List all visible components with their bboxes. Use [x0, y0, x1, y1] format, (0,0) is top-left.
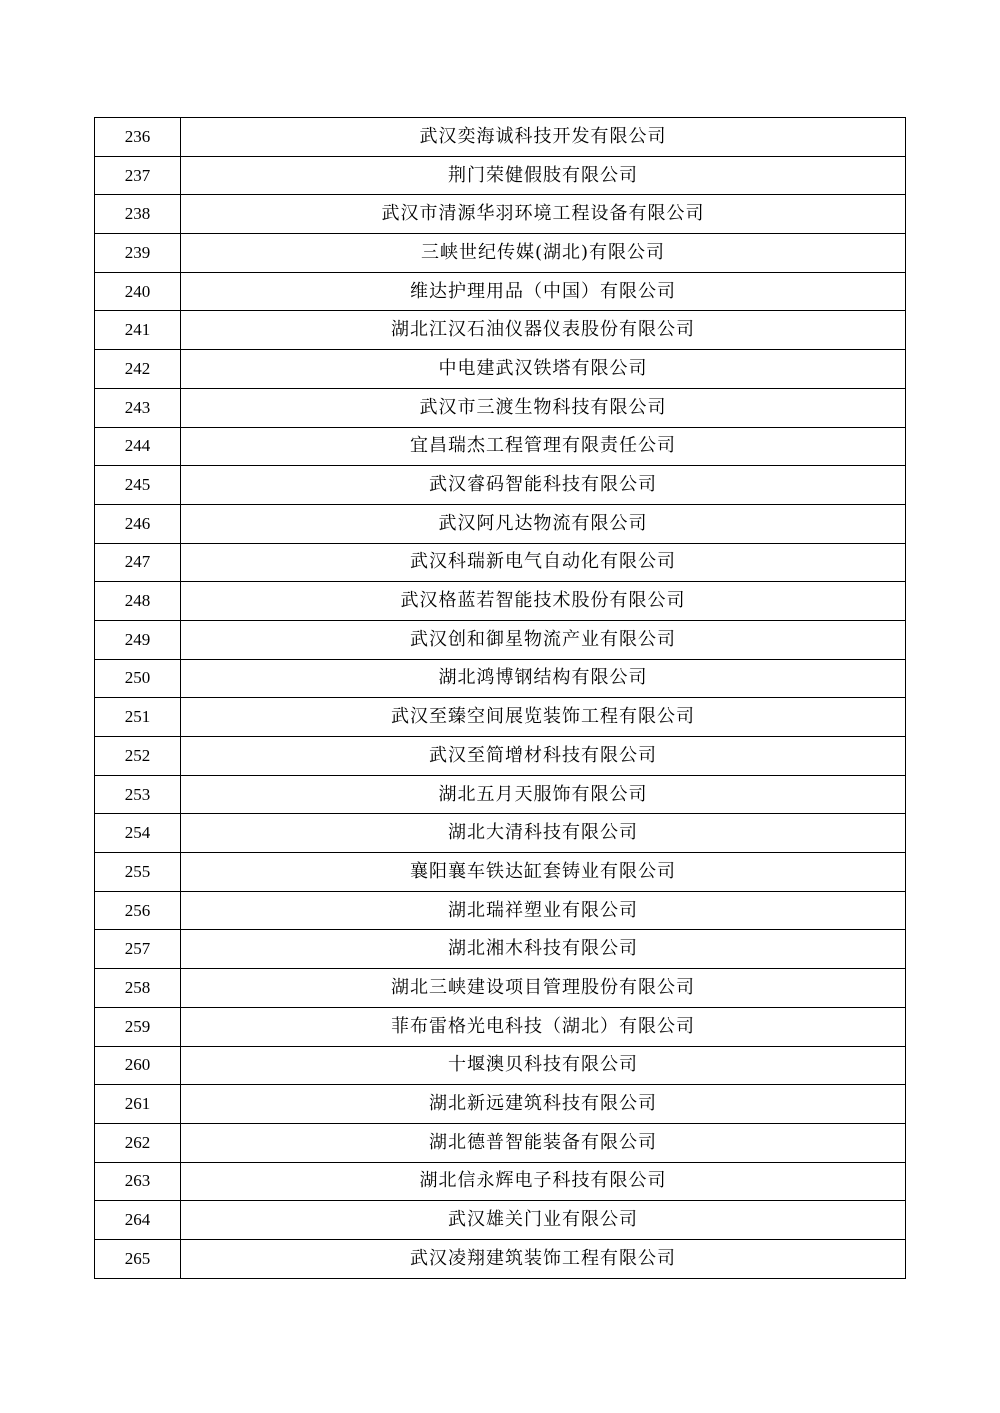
- table-row: [95, 195, 906, 234]
- company-name: 湖北三峡建设项目管理股份有限公司: [181, 969, 906, 1008]
- row-number: 246: [95, 504, 181, 543]
- row-number: 262: [95, 1123, 181, 1162]
- row-number: 240: [95, 272, 181, 311]
- row-number: 258: [95, 969, 181, 1008]
- table-row: [95, 1162, 906, 1201]
- company-name: 武汉睿码智能科技有限公司: [181, 466, 906, 505]
- table-row: [95, 388, 906, 427]
- row-number: 241: [95, 311, 181, 350]
- company-list-body: [95, 118, 906, 1279]
- company-name: 湖北信永辉电子科技有限公司: [181, 1162, 906, 1201]
- company-name: 中电建武汉铁塔有限公司: [181, 350, 906, 389]
- company-name: 武汉雄关门业有限公司: [181, 1201, 906, 1240]
- row-number: 245: [95, 466, 181, 505]
- table-row: [95, 891, 906, 930]
- company-name: 武汉创和御星物流产业有限公司: [181, 620, 906, 659]
- company-name: 宜昌瑞杰工程管理有限责任公司: [181, 427, 906, 466]
- table-row: [95, 969, 906, 1008]
- row-number: 239: [95, 234, 181, 273]
- row-number: 255: [95, 853, 181, 892]
- table-row: [95, 427, 906, 466]
- row-number: 238: [95, 195, 181, 234]
- table-row: [95, 311, 906, 350]
- row-number: 237: [95, 156, 181, 195]
- table-row: [95, 1007, 906, 1046]
- row-number: 259: [95, 1007, 181, 1046]
- company-name: 武汉阿凡达物流有限公司: [181, 504, 906, 543]
- row-number: 250: [95, 659, 181, 698]
- table-row: [95, 930, 906, 969]
- company-name: 武汉至臻空间展览装饰工程有限公司: [181, 698, 906, 737]
- row-number: 265: [95, 1239, 181, 1278]
- company-name: 湖北五月天服饰有限公司: [181, 775, 906, 814]
- table-row: [95, 737, 906, 776]
- row-number: 264: [95, 1201, 181, 1240]
- company-name: 三峡世纪传媒(湖北)有限公司: [181, 234, 906, 273]
- company-name: 湖北新远建筑科技有限公司: [181, 1085, 906, 1124]
- row-number: 247: [95, 543, 181, 582]
- table-row: [95, 1239, 906, 1278]
- table-row: [95, 659, 906, 698]
- company-name: 十堰澳贝科技有限公司: [181, 1046, 906, 1085]
- table-row: [95, 1201, 906, 1240]
- row-number: 261: [95, 1085, 181, 1124]
- table-row: [95, 582, 906, 621]
- table-row: [95, 504, 906, 543]
- company-name: 武汉格蓝若智能技术股份有限公司: [181, 582, 906, 621]
- row-number: 251: [95, 698, 181, 737]
- company-name: 荆门荣健假肢有限公司: [181, 156, 906, 195]
- company-name: 襄阳襄车铁达缸套铸业有限公司: [181, 853, 906, 892]
- row-number: 236: [95, 118, 181, 157]
- table-row: [95, 543, 906, 582]
- company-list-table: [94, 117, 906, 1279]
- company-name: 湖北江汉石油仪器仪表股份有限公司: [181, 311, 906, 350]
- table-row: [95, 118, 906, 157]
- company-name: 武汉科瑞新电气自动化有限公司: [181, 543, 906, 582]
- company-name: 武汉市三渡生物科技有限公司: [181, 388, 906, 427]
- table-row: [95, 620, 906, 659]
- company-name: 武汉市清源华羽环境工程设备有限公司: [181, 195, 906, 234]
- row-number: 253: [95, 775, 181, 814]
- company-name: 维达护理用品（中国）有限公司: [181, 272, 906, 311]
- row-number: 249: [95, 620, 181, 659]
- row-number: 260: [95, 1046, 181, 1085]
- table-row: [95, 1123, 906, 1162]
- row-number: 244: [95, 427, 181, 466]
- table-row: [95, 853, 906, 892]
- table-row: [95, 698, 906, 737]
- row-number: 254: [95, 814, 181, 853]
- table-row: [95, 1046, 906, 1085]
- company-name: 武汉至简增材科技有限公司: [181, 737, 906, 776]
- row-number: 263: [95, 1162, 181, 1201]
- row-number: 256: [95, 891, 181, 930]
- company-name: 湖北大清科技有限公司: [181, 814, 906, 853]
- company-name: 武汉凌翔建筑装饰工程有限公司: [181, 1239, 906, 1278]
- table-row: [95, 272, 906, 311]
- table-row: [95, 1085, 906, 1124]
- table-row: [95, 156, 906, 195]
- company-name: 湖北湘木科技有限公司: [181, 930, 906, 969]
- table-row: [95, 466, 906, 505]
- row-number: 242: [95, 350, 181, 389]
- table-row: [95, 775, 906, 814]
- table-row: [95, 814, 906, 853]
- table-row: [95, 234, 906, 273]
- company-name: 武汉奕海诚科技开发有限公司: [181, 118, 906, 157]
- company-name: 湖北鸿博钢结构有限公司: [181, 659, 906, 698]
- row-number: 252: [95, 737, 181, 776]
- company-name: 湖北瑞祥塑业有限公司: [181, 891, 906, 930]
- company-name: 菲布雷格光电科技（湖北）有限公司: [181, 1007, 906, 1046]
- row-number: 243: [95, 388, 181, 427]
- table-row: [95, 350, 906, 389]
- row-number: 257: [95, 930, 181, 969]
- company-name: 湖北德普智能装备有限公司: [181, 1123, 906, 1162]
- row-number: 248: [95, 582, 181, 621]
